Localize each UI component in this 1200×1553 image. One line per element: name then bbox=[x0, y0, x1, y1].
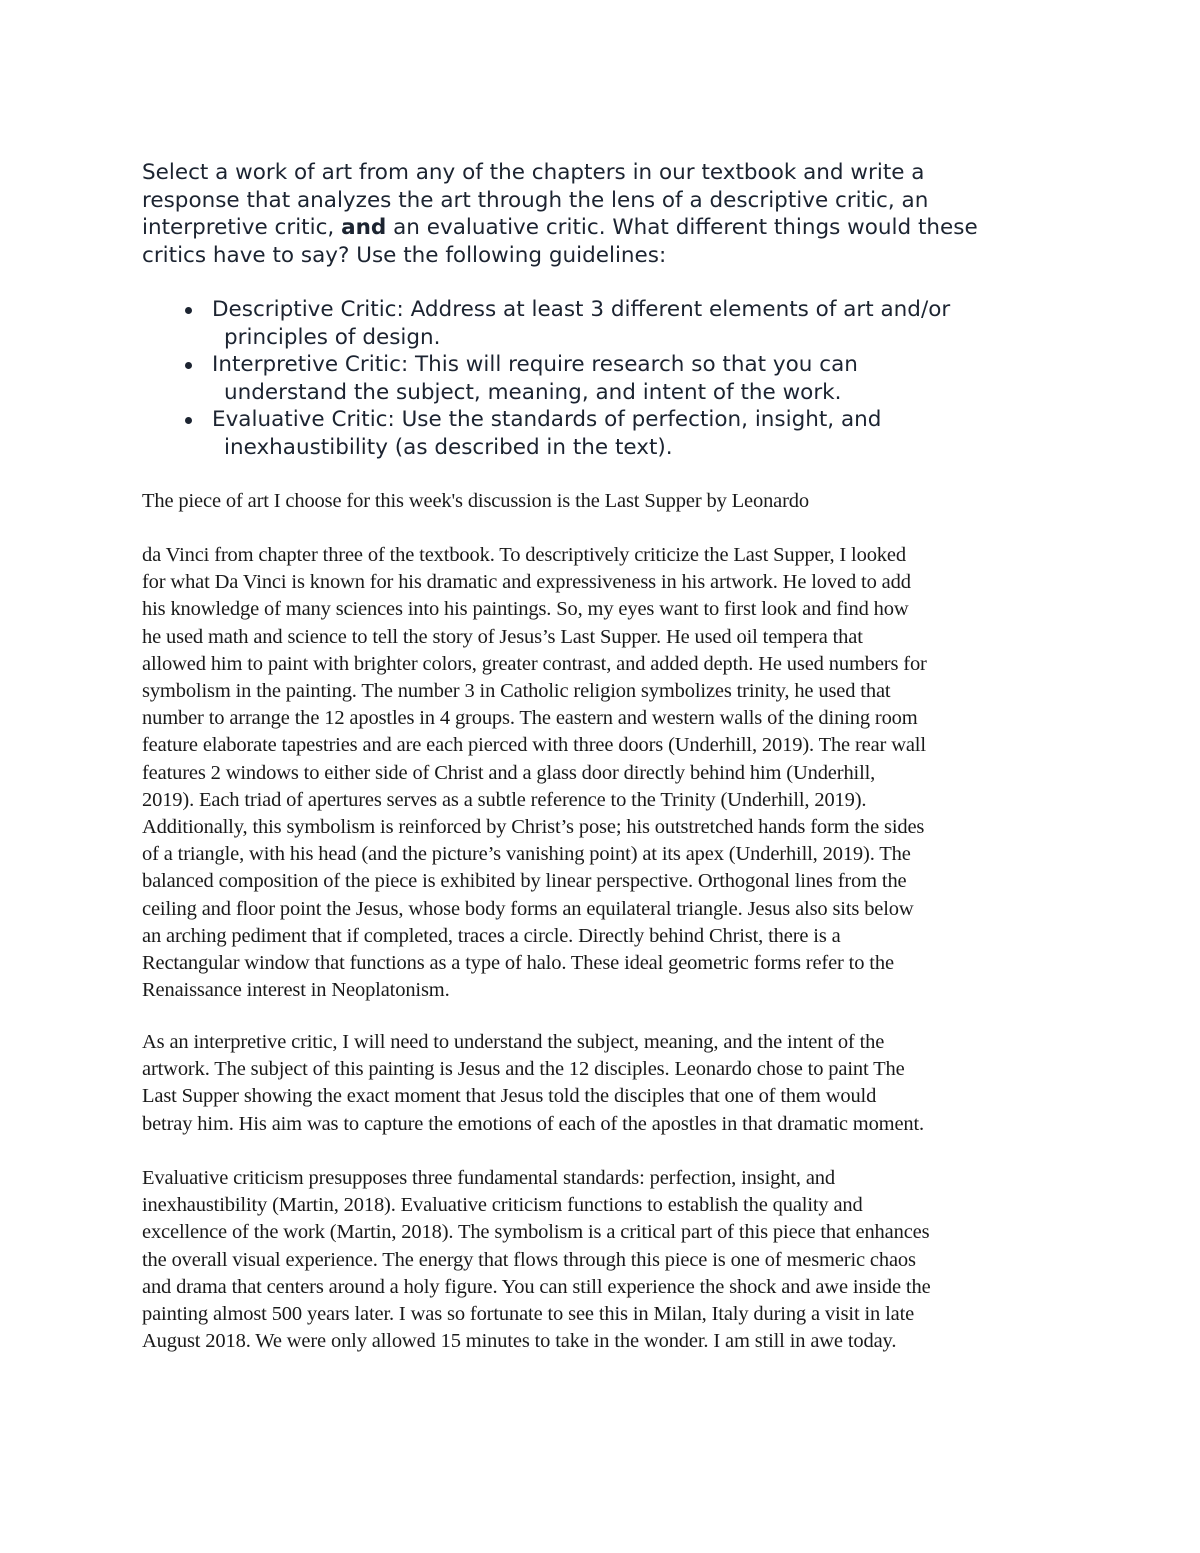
essay-line: his knowledge of many sciences into his paintings. So, my eyes want to first look and find how bbox=[142, 598, 909, 621]
essay-line: allowed him to paint with brighter colors, greater contrast, and added depth. He used numbers for bbox=[142, 652, 927, 675]
guideline-text: principles of design. bbox=[224, 324, 441, 350]
essay-line: betray him. His aim was to capture the emotions of each of the apostles in that dramatic moment. bbox=[142, 1112, 925, 1135]
prompt-line: critics have to say? Use the following guidelines: bbox=[142, 242, 667, 268]
prompt-line: response that analyzes the art through the lens of a descriptive critic, an bbox=[142, 187, 929, 213]
guideline-text: understand the subject, meaning, and intent of the work. bbox=[224, 379, 842, 405]
essay-line: for what Da Vinci is known for his dramatic and expressiveness in his artwork. He loved to add bbox=[142, 571, 911, 594]
essay-line: Renaissance interest in Neoplatonism. bbox=[142, 979, 450, 1002]
guideline-text: Evaluative Critic: Use the standards of perfection, insight, and bbox=[212, 407, 882, 432]
bullet-icon bbox=[185, 417, 192, 424]
guideline-text: Interpretive Critic: This will require research so that you can bbox=[212, 352, 858, 377]
essay-interpretive-paragraph bbox=[142, 1029, 1072, 1138]
prompt-line: an evaluative critic. What different things would these bbox=[386, 215, 978, 240]
guideline-text: Descriptive Critic: Address at least 3 different elements of art and/or bbox=[212, 297, 951, 322]
essay-line: 2019). Each triad of apertures serves as a subtle reference to the Trinity (Underhill, 2019). bbox=[142, 788, 867, 811]
essay-line: an arching pediment that if completed, traces a circle. Directly behind Christ, there is a bbox=[142, 924, 841, 947]
essay-line: of a triangle, with his head (and the picture’s vanishing point) at its apex (Underhill, 2019). The bbox=[142, 843, 911, 866]
guideline-descriptive bbox=[212, 296, 1092, 351]
essay-line: and drama that centers around a holy figure. You can still experience the shock and awe inside the bbox=[142, 1275, 931, 1298]
prompt-line: interpretive critic, bbox=[142, 215, 342, 240]
essay-line: balanced composition of the piece is exhibited by linear perspective. Orthogonal lines from the bbox=[142, 870, 907, 893]
bullet-icon bbox=[185, 307, 192, 314]
essay-line: Rectangular window that functions as a type of halo. These ideal geometric forms refer to the bbox=[142, 952, 894, 975]
essay-line: artwork. The subject of this painting is Jesus and the 12 disciples. Leonardo chose to paint The bbox=[142, 1058, 905, 1081]
essay-line: feature elaborate tapestries and are each pierced with three doors (Underhill, 2019). The rear wall bbox=[142, 734, 926, 757]
essay-line: Additionally, this symbolism is reinforced by Christ’s pose; his outstretched hands form the sides bbox=[142, 816, 925, 839]
essay-line: the overall visual experience. The energy that flows through this piece is one of mesmeric chaos bbox=[142, 1248, 916, 1271]
essay-line: painting almost 500 years later. I was so fortunate to see this in Milan, Italy during a visit in late bbox=[142, 1303, 915, 1326]
essay-line: August 2018. We were only allowed 15 minutes to take in the wonder. I am still in awe today. bbox=[142, 1330, 897, 1353]
guidelines-list bbox=[212, 296, 1092, 461]
essay-line: he used math and science to tell the story of Jesus’s Last Supper. He used oil tempera that bbox=[142, 625, 863, 648]
essay-line: inexhaustibility (Martin, 2018). Evaluative criticism functions to establish the quality and bbox=[142, 1194, 863, 1217]
essay-line: excellence of the work (Martin, 2018). The symbolism is a critical part of this piece that enhances bbox=[142, 1221, 930, 1244]
essay-line: Last Supper showing the exact moment that Jesus told the disciples that one of them would bbox=[142, 1085, 877, 1108]
guideline-interpretive bbox=[212, 351, 1092, 406]
essay-descriptive-paragraph bbox=[142, 542, 1072, 1004]
guideline-evaluative bbox=[212, 406, 1092, 461]
guideline-text: inexhaustibility (as described in the text). bbox=[224, 434, 673, 460]
bullet-icon bbox=[185, 362, 192, 369]
essay-line: features 2 windows to either side of Christ and a glass door directly behind him (Underhill, bbox=[142, 761, 876, 784]
essay-line: symbolism in the painting. The number 3 in Catholic religion symbolizes trinity, he used that bbox=[142, 680, 891, 703]
essay-line: As an interpretive critic, I will need to understand the subject, meaning, and the intent of the bbox=[142, 1031, 885, 1053]
essay-intro-paragraph bbox=[142, 488, 1072, 515]
essay-line: Evaluative criticism presupposes three fundamental standards: perfection, insight, and bbox=[142, 1167, 835, 1189]
essay-line: ceiling and floor point the Jesus, whose body forms an equilateral triangle. Jesus also sits below bbox=[142, 897, 914, 920]
assignment-prompt bbox=[142, 159, 1072, 269]
essay-line: number to arrange the 12 apostles in 4 groups. The eastern and western walls of the dining room bbox=[142, 707, 918, 730]
prompt-bold-and: and bbox=[341, 215, 387, 240]
essay-evaluative-paragraph bbox=[142, 1165, 1072, 1355]
essay-line: The piece of art I choose for this week's discussion is the Last Supper by Leonardo bbox=[142, 490, 809, 512]
prompt-line: Select a work of art from any of the chapters in our textbook and write a bbox=[142, 160, 925, 185]
essay-line: da Vinci from chapter three of the textbook. To descriptively criticize the Last Supper, I looked bbox=[142, 544, 906, 566]
